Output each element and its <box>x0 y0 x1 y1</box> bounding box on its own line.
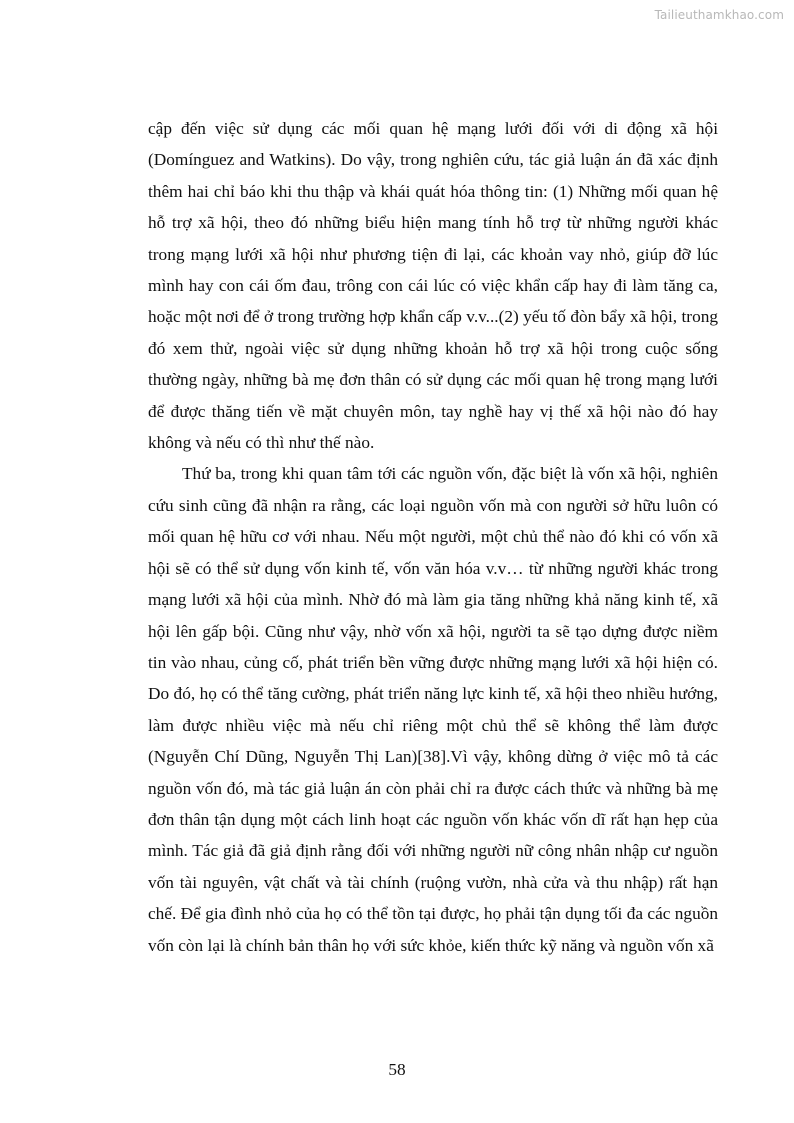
document-body <box>148 113 718 961</box>
watermark: Tailieuthamkhao.com <box>654 8 784 22</box>
paragraph: cập đến việc sử dụng các mối quan hệ mạng lưới đối với di động xã hội (Domínguez and Watkins). Do vậy, trong nghiên cứu, tác giả luận án đã xác định thêm hai chỉ báo khi thu thập và khái quát hóa thông tin: (1) Những mối quan hệ hỗ trợ xã hội, theo đó những biểu hiện mang tính hỗ trợ từ những người khác trong mạng lưới xã hội như phương tiện đi lại, các khoản vay nhỏ, giúp đỡ lúc mình hay con cái ốm đau, trông con cái lúc có việc khẩn cấp hay đi làm tăng ca, hoặc một nơi để ở trong trường hợp khẩn cấp v.v...(2) yếu tố đòn bẩy xã hội, trong đó xem thử, ngoài việc sử dụng những khoản hỗ trợ xã hội trong cuộc sống thường ngày, những bà mẹ đơn thân có sử dụng các mối quan hệ trong mạng lưới để được thăng tiến về mặt chuyên môn, tay nghề hay vị thế xã hội nào đó hay không và nếu có thì như thế nào. <box>148 119 718 453</box>
paragraph: Thứ ba, trong khi quan tâm tới các nguồn vốn, đặc biệt là vốn xã hội, nghiên cứu sinh cũng đã nhận ra rằng, các loại nguồn vốn mà con người sở hữu luôn có mối quan hệ hữu cơ với nhau. Nếu một người, một chủ thể nào đó khi có vốn xã hội sẽ có thể sử dụng vốn kinh tế, vốn văn hóa v.v… từ những người khác trong mạng lưới xã hội của mình. Nhờ đó mà làm gia tăng những khả năng kinh tế, xã hội lên gấp bội. Cũng như vậy, nhờ vốn xã hội, người ta sẽ tạo dựng được niềm tin vào nhau, củng cố, phát triển bền vững được những mạng lưới xã hội hiện có. Do đó, họ có thể tăng cường, phát triển năng lực kinh tế, xã hội theo nhiều hướng, làm được nhiều việc mà nếu chỉ riêng một chủ thể sẽ không thể làm được (Nguyễn Chí Dũng, Nguyễn Thị Lan)[38].Vì vậy, không dừng ở việc mô tả các nguồn vốn đó, mà tác giả luận án còn phải chỉ ra được cách thức và những bà mẹ đơn thân tận dụng một cách linh hoạt các nguồn vốn khác vốn dĩ rất hạn hẹp của mình. Tác giả đã giả định rằng đối với những người nữ công nhân nhập cư nguồn vốn tài nguyên, vật chất và tài chính (ruộng vườn, nhà cửa và thu nhập) rất hạn chế. Để gia đình nhỏ của họ có thể tồn tại được, họ phải tận dụng tối đa các nguồn vốn còn lại là chính bản thân họ với sức khỏe, kiến thức kỹ năng và nguồn vốn xã <box>148 464 718 955</box>
page-number: 58 <box>388 1060 406 1079</box>
